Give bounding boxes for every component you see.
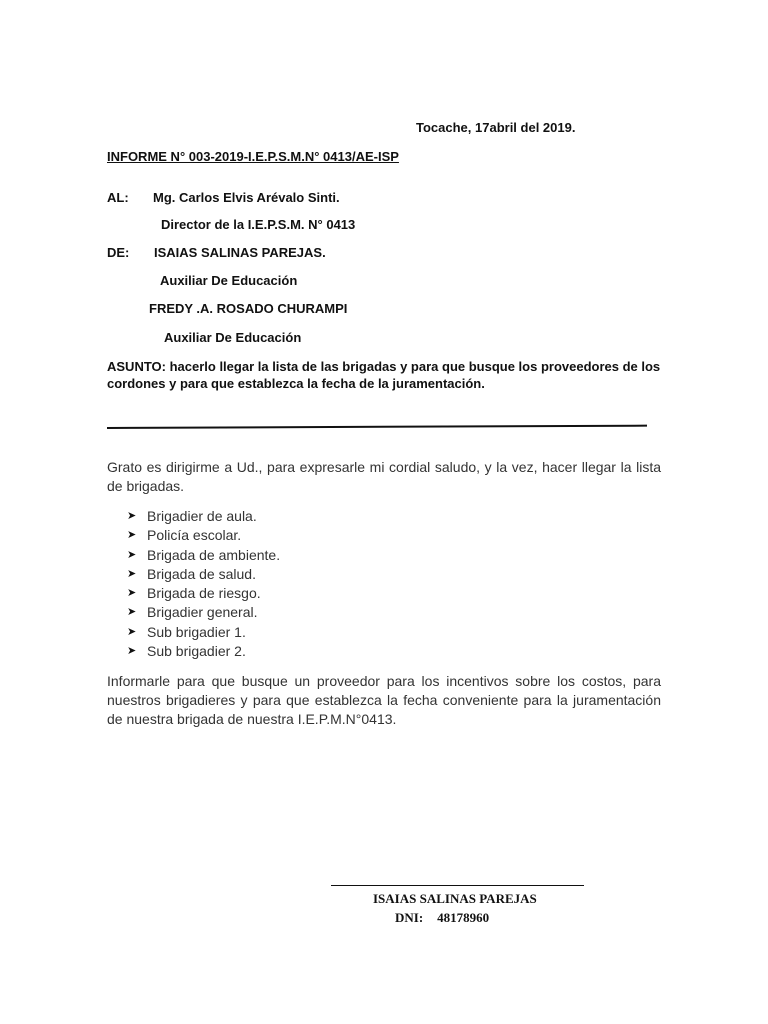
sender-role-2: Auxiliar De Educación — [164, 330, 302, 345]
addressee-role: Director de la I.E.P.S.M. N° 0413 — [161, 217, 356, 232]
arrow-bullet-icon: ➤ — [127, 567, 137, 580]
list-item: ➤ Policía escolar. — [127, 526, 280, 545]
dni-value: 48178960 — [437, 910, 490, 925]
arrow-bullet-icon: ➤ — [127, 606, 137, 619]
list-item: ➤ Brigada de ambiente. — [127, 546, 280, 565]
sender-name-2: FREDY .A. ROSADO CHURAMPI — [149, 301, 348, 316]
arrow-bullet-icon: ➤ — [127, 625, 137, 638]
addressee-name: Mg. Carlos Elvis Arévalo Sinti. — [153, 190, 340, 205]
subject-line: ASUNTO: hacerlo llegar la lista de las brigadas y para que busque los proveedores de los cordones y para que establezca la fecha de la juramentación. — [107, 359, 661, 391]
arrow-bullet-icon: ➤ — [127, 510, 137, 522]
list-item: ➤ Brigada de salud. — [127, 565, 280, 584]
informe-number: INFORME N° 003-2019-I.E.P.S.M.N° 0413/AE-ISP — [107, 149, 399, 164]
list-item: ➤ Sub brigadier 2. — [127, 642, 280, 661]
brigade-list — [127, 507, 280, 661]
closing-paragraph: Informarle para que busque un proveedor para los incentivos sobre los costos, para nuestros brigadieres y para que establezca la fecha conveniente para la juramentación de nuestra brigada de nuestra I.E.P.M.N°0413. — [107, 673, 661, 727]
document-date: Tocache, 17abril del 2019. — [416, 120, 576, 135]
arrow-bullet-icon: ➤ — [127, 645, 137, 658]
list-item: ➤ Brigadier general. — [127, 603, 280, 622]
signature-line — [331, 885, 584, 886]
dni-label: DNI: — [395, 910, 424, 925]
sender-label: DE: — [107, 245, 130, 260]
sender-role: Auxiliar De Educación — [160, 273, 298, 288]
list-item: ➤ Sub brigadier 1. — [127, 623, 280, 642]
arrow-bullet-icon: ➤ — [127, 548, 137, 561]
signature-dni — [395, 910, 489, 926]
sender-name: ISAIAS SALINAS PAREJAS. — [154, 245, 326, 260]
addressee-label: AL: — [107, 190, 129, 205]
list-item: ➤ Brigada de riesgo. — [127, 584, 280, 603]
intro-paragraph: Grato es dirigirme a Ud., para expresarle mi cordial saludo, y la vez, hacer llegar la lista de brigadas. — [107, 459, 661, 494]
arrow-bullet-icon: ➤ — [127, 587, 137, 600]
signature-name: ISAIAS SALINAS PAREJAS — [373, 891, 537, 906]
arrow-bullet-icon: ➤ — [127, 529, 137, 542]
list-item: ➤ Brigadier de aula. — [127, 507, 280, 526]
separator-line — [107, 425, 647, 429]
